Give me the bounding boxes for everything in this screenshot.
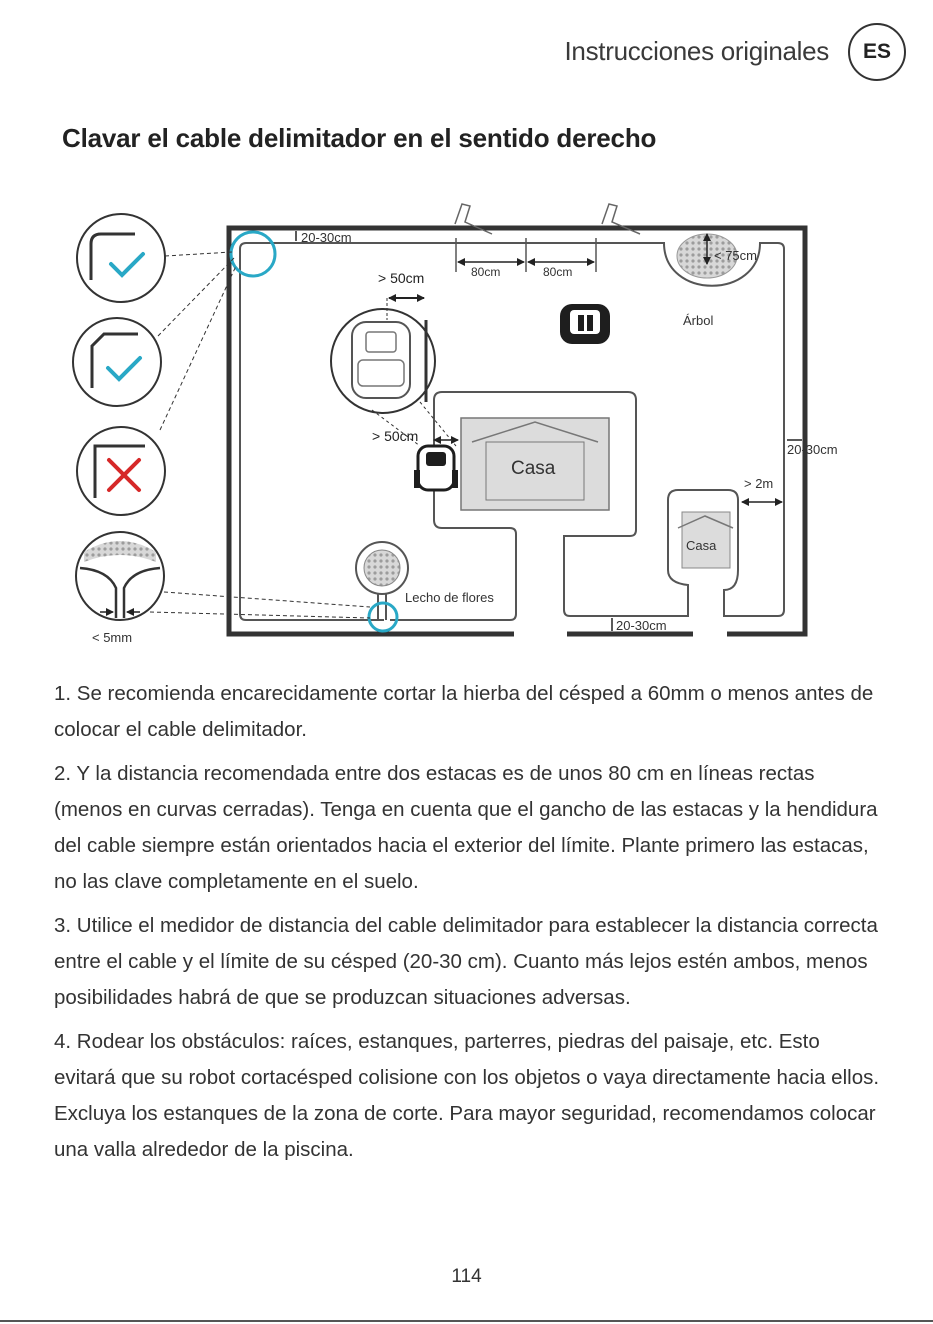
paragraph: 1. Se recomienda encarecidamente cortar la hierba del césped a 60mm o menos antes de colocar el cable delimitador. bbox=[54, 682, 874, 741]
small-house-label: Casa bbox=[686, 538, 717, 553]
robot-mower-icon bbox=[560, 304, 610, 344]
stake-gap-1-label: 80cm bbox=[471, 265, 501, 279]
bottom-distance-label: 20-30cm bbox=[616, 618, 667, 633]
tree-label: Árbol bbox=[683, 313, 714, 328]
corner-correct-2 bbox=[73, 318, 161, 406]
house-label: Casa bbox=[511, 458, 556, 479]
flowerbed-label: Lecho de flores bbox=[405, 590, 494, 605]
robot-gap-2-label: > 50cm bbox=[372, 428, 419, 444]
page-number: 114 bbox=[451, 1266, 482, 1287]
corner-wrong bbox=[77, 427, 165, 515]
language-badge: ES bbox=[848, 23, 906, 81]
robot-detail bbox=[331, 298, 435, 413]
boundary-wire-diagram bbox=[0, 190, 933, 660]
paragraph: 4. Rodear los obstáculos: raíces, estanques, parterres, piedras del paisaje, etc. Esto evitará que su robot cortacésped colisione con los objetos o vaya directamente hacia ellos. bbox=[54, 1030, 880, 1089]
tree-distance-label: < 75cm bbox=[714, 248, 757, 263]
document-header-title: Instrucciones originales bbox=[564, 36, 829, 66]
wire-gap-label: < 5mm bbox=[92, 630, 133, 645]
paragraph: 2. Y la distancia recomendada entre dos estacas es de unos 80 cm en líneas rectas (menos en curvas cerradas). Tenga en cuenta que el gancho de las estacas y la hendidura del cable siempre están orientados hacia el exterior del límite. Plante primero las estacas, no las clave completamente en el suelo. bbox=[54, 762, 878, 893]
stake-gap-2-label: 80cm bbox=[543, 265, 573, 279]
flowerbed bbox=[356, 542, 408, 620]
paragraph: Excluya los estanques de la zona de corte. Para mayor seguridad, recomendamos colocar una valla alrededor de la piscina. bbox=[54, 1102, 876, 1161]
corner-correct-1 bbox=[77, 214, 165, 302]
robot-gap-1-label: > 50cm bbox=[378, 270, 425, 286]
corner-distance-label: 20-30cm bbox=[301, 230, 352, 245]
footer-divider bbox=[0, 1320, 933, 1322]
section-title: Clavar el cable delimitador en el sentido derecho bbox=[62, 123, 657, 153]
right-distance-label: 20-30cm bbox=[787, 442, 838, 457]
paragraph: 3. Utilice el medidor de distancia del cable delimitador para establecer la distancia correcta entre el cable y el límite de su césped (20-30 cm). Cuanto más lejos estén ambos, menos posibilidades habrá de que se produzcan situaciones adversas. bbox=[54, 914, 878, 1009]
corner-highlight bbox=[231, 232, 275, 276]
joint-highlight bbox=[369, 603, 397, 631]
leader-lines bbox=[150, 252, 370, 618]
instructions-body bbox=[54, 676, 884, 1176]
wire-joint-detail bbox=[76, 532, 164, 620]
house-gap-label: > 2m bbox=[744, 476, 774, 491]
robot-near-house-icon bbox=[414, 446, 458, 490]
